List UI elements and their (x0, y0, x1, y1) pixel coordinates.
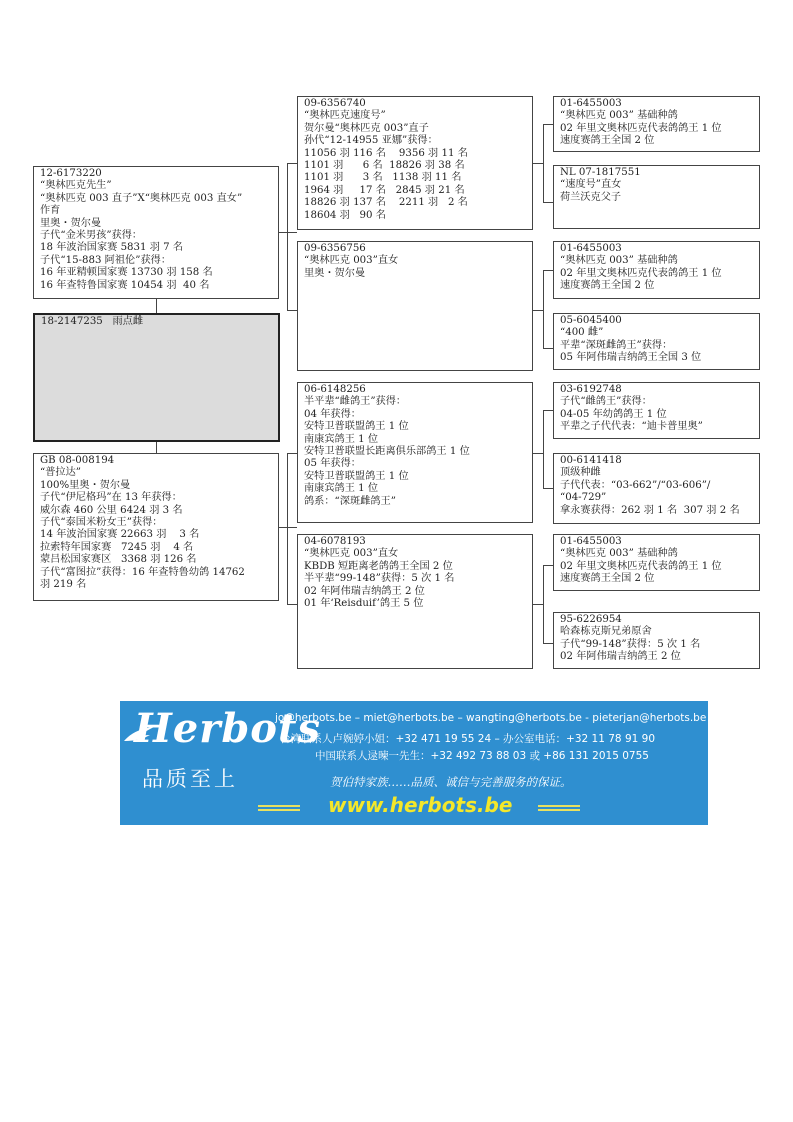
connector-sdd (543, 348, 553, 349)
pedigree-line: 子代“99-148”获得：5 次 1 名 (560, 638, 701, 650)
pedigree-line: 速度赛鸽王全国 2 位 (560, 280, 655, 292)
pedigree-line: 16 年亚精顿国家赛 13730 羽 158 名 (40, 267, 213, 279)
connector-dd-right (533, 604, 543, 605)
pedigree-line: 贺尔曼“奥林匹克 003”直子 (304, 122, 429, 134)
pedigree-line: 02 年阿伟瑞吉纳鸽王 2 位 (560, 651, 681, 663)
pedigree-line: 南康宾鸽王 1 位 (304, 433, 379, 445)
connector-ds-v (543, 410, 544, 488)
pedigree-line: 子代“雌鸽王”获得： (560, 396, 652, 408)
pedigree-line: 1964 羽 17 名 2845 羽 21 名 (304, 184, 465, 196)
sds-box (553, 241, 760, 299)
connector-dsd (543, 488, 553, 489)
pedigree-line: “奥林匹克先生” (40, 180, 112, 192)
pedigree-line: 拉索特年国家赛 7245 羽 4 名 (40, 541, 194, 553)
pedigree-line: “奥林匹克 003” 基础种鸽 (560, 548, 678, 560)
pedigree-line: 06-6148256 (304, 384, 366, 395)
deco-line-left (258, 805, 300, 807)
deco-line-left-2 (258, 809, 300, 811)
pedigree-line: 03-6192748 (560, 384, 622, 395)
pedigree-line: 南康宾鸽王 1 位 (304, 483, 379, 495)
subject-name: 雨点雌 (112, 316, 144, 327)
pedigree-line: 14 年波治国家赛 22663 羽 3 名 (40, 529, 200, 541)
connector-sire-v (287, 163, 288, 310)
email-line: jo@herbots.be – miet@herbots.be – wangting@herbots.be - pieterjan@herbots.be (275, 712, 707, 724)
pedigree-line: 1101 羽 3 名 1138 羽 11 名 (304, 172, 462, 184)
connector-sd-v (543, 270, 544, 348)
pedigree-line: 子代“金米男孩”获得： (40, 230, 143, 242)
pedigree-line: 100%里奥・贺尔曼 (40, 479, 131, 491)
pedigree-line: “奥林匹克 003” 基础种鸽 (560, 255, 678, 267)
pedigree-line: 09-6356740 (304, 98, 366, 109)
pedigree-line: 子代“15-883 阿祖伦”获得： (40, 254, 172, 266)
pedigree-line: “奥林匹克速度号” (304, 110, 386, 122)
pedigree-line: 荷兰沃克父子 (560, 191, 622, 203)
tagline: 贺伯特家族……品质、诚信与完善服务的保证。 (330, 775, 572, 789)
connector-sds (543, 270, 553, 271)
pedigree-line: 里奥・贺尔曼 (304, 267, 366, 279)
connector-sire-ss (279, 232, 297, 233)
pedigree-line: 02 年里文奥林匹克代表鸽鸽王 1 位 (560, 560, 722, 572)
deco-line-right (538, 805, 580, 807)
sire-box (33, 166, 279, 299)
pedigree-line: NL 07-1817551 (560, 167, 641, 178)
pedigree-line: 安特卫普联盟鸽王 1 位 (304, 470, 409, 482)
pedigree-line: GB 08-008194 (40, 455, 115, 466)
pedigree-line: 速度赛鸽王全国 2 位 (560, 573, 655, 585)
connector-sd-right (533, 310, 543, 311)
pedigree-line: 09-6356756 (304, 243, 366, 254)
slogan: 品质至上 (142, 767, 238, 791)
sire-sire-box (297, 96, 533, 230)
herbots-logo: Herbots (134, 705, 321, 752)
pedigree-line: 18604 羽 90 名 (304, 209, 386, 221)
connector-sire (156, 298, 157, 313)
pedigree-line: 05 年获得： (304, 458, 361, 470)
pedigree-line: “奥林匹克 003”直女 (304, 548, 399, 560)
pedigree-line: 01-6455003 (560, 98, 622, 109)
connector-ss (287, 163, 297, 164)
dss-box (553, 382, 760, 439)
pedigree-line: 18826 羽 137 名 2211 羽 2 名 (304, 197, 468, 209)
pedigree-line: 1101 羽 6 名 18826 羽 38 名 (304, 160, 465, 172)
website-link[interactable]: www.herbots.be (328, 793, 513, 817)
pedigree-line: “奥林匹克 003 直子”X“奥林匹克 003 直女” (40, 192, 243, 204)
pedigree-line: 04-6078193 (304, 536, 366, 547)
pedigree-line: “速度号”直女 (560, 179, 622, 191)
pedigree-line: “奥林匹克 003” 基础种鸽 (560, 110, 678, 122)
connector-ds-right (533, 453, 543, 454)
pedigree-line: KBDB 短距离老鸽鸽王全国 2 位 (304, 560, 453, 572)
pedigree-line: 05-6045400 (560, 315, 622, 326)
connector-ds (287, 453, 297, 454)
pedigree-line: 威尔森 460 公里 6424 羽 3 名 (40, 504, 183, 516)
connector-dam-h (279, 527, 297, 528)
dam-box (33, 453, 279, 601)
connector-dss (543, 410, 553, 411)
dds-box (553, 534, 760, 591)
pedigree-line: “400 雌” (560, 327, 604, 339)
dam-sire-box (297, 382, 533, 523)
china-contact: 中国联系人逯暕一先生：+32 492 73 88 03 或 +86 131 2015 0755 (315, 750, 649, 762)
dam-dam-box (297, 534, 533, 669)
pedigree-line: 安特卫普联盟鸽王 1 位 (304, 421, 409, 433)
sss-box (553, 96, 760, 152)
ddd-box (553, 612, 760, 669)
connector-sd (287, 310, 297, 311)
pedigree-line: 02 年里文奥林匹克代表鸽鸽王 1 位 (560, 122, 722, 134)
pedigree-line: 02 年阿伟瑞吉纳鸽王 2 位 (304, 585, 425, 597)
pedigree-line: 04 年获得： (304, 408, 361, 420)
sire-dam-box (297, 241, 533, 371)
pedigree-line: 孙代“12-14955 亚娜”获得： (304, 135, 438, 147)
pedigree-line: 18 年波治国家赛 5831 羽 7 名 (40, 242, 184, 254)
pedigree-line: 速度赛鸽王全国 2 位 (560, 135, 655, 147)
pedigree-line: 半平辈“雌鸽王”获得： (304, 396, 407, 408)
pedigree-line: 16 年查特鲁国家赛 10454 羽 40 名 (40, 279, 210, 291)
subject-box (33, 313, 280, 442)
connector-dd-v (543, 565, 544, 643)
connector-ddd (543, 643, 553, 644)
connector-dds (543, 565, 553, 566)
connector-dd (287, 604, 297, 605)
pedigree-line: 01 年‘Reisduif’鸽王 5 位 (304, 598, 424, 610)
pedigree-line: 01-6455003 (560, 536, 622, 547)
pedigree-line: 里奥・贺尔曼 (40, 217, 102, 229)
taiwan-contact: 台湾联系人卢婉婷小姐：+32 471 19 55 24 – 办公室电话：+32 11 78 91 90 (280, 733, 656, 745)
pedigree-line: 11056 羽 116 名 9356 羽 11 名 (304, 147, 468, 159)
deco-line-right-2 (538, 809, 580, 811)
pedigree-line: 半平辈“99-148”获得：5 次 1 名 (304, 573, 455, 585)
pedigree-line: 哈森栋克斯兄弟原舍 (560, 626, 652, 638)
pedigree-line: 拿永赛获得：262 羽 1 名 307 羽 2 名 (560, 504, 740, 516)
pedigree-line: “普拉达” (40, 467, 81, 479)
sdd-box (553, 313, 760, 370)
pedigree-line: 12-6173220 (40, 168, 102, 179)
pedigree-line: 05 年阿伟瑞吉纳鸽王全国 3 位 (560, 352, 702, 364)
connector-dam-v (287, 453, 288, 604)
subject-ring: 18-2147235 (41, 316, 103, 327)
pedigree-line: 子代“伊尼格玛”在 13 年获得： (40, 492, 182, 504)
pedigree-line: 顶级种雌 (560, 467, 601, 479)
pedigree-line: 蒙吕松国家赛区 3368 羽 126 名 (40, 554, 197, 566)
pedigree-line: 95-6226954 (560, 614, 622, 625)
pedigree-line: 安特卫普联盟长距离俱乐部鸽王 1 位 (304, 446, 470, 458)
connector-ss-right (533, 163, 543, 164)
pedigree-line: “奥林匹克 003”直女 (304, 255, 399, 267)
pedigree-line: 作育 (40, 205, 61, 217)
ssd-box (553, 165, 760, 229)
pedigree-line: 羽 219 名 (40, 579, 87, 591)
pedigree-line: 子代“富图拉”获得：16 年查特鲁幼鸽 14762 (40, 566, 245, 578)
pedigree-line: 01-6455003 (560, 243, 622, 254)
pedigree-line: 00-6141418 (560, 455, 622, 466)
connector-ssd (543, 202, 553, 203)
pedigree-line: 子代代表：“03-662”/“03-606”/ (560, 479, 711, 491)
pedigree-line: 平辈之子代代表：“迪卡普里奥” (560, 421, 703, 433)
pedigree-line: 鸽系：“深斑雌鸽王” (304, 495, 396, 507)
pedigree-line: 02 年里文奥林匹克代表鸽鸽王 1 位 (560, 267, 722, 279)
pedigree-line: 子代“泰国米粉女王”获得： (40, 517, 163, 529)
connector-sss (543, 124, 553, 125)
connector-ss-v (543, 124, 544, 202)
pedigree-line: 平辈“深斑雌鸽王”获得： (560, 339, 673, 351)
pedigree-line: “04-729” (560, 492, 607, 504)
pedigree-line: 04-05 年幼鸽鸽王 1 位 (560, 408, 667, 420)
dsd-box (553, 453, 760, 524)
herbots-banner (120, 701, 708, 825)
